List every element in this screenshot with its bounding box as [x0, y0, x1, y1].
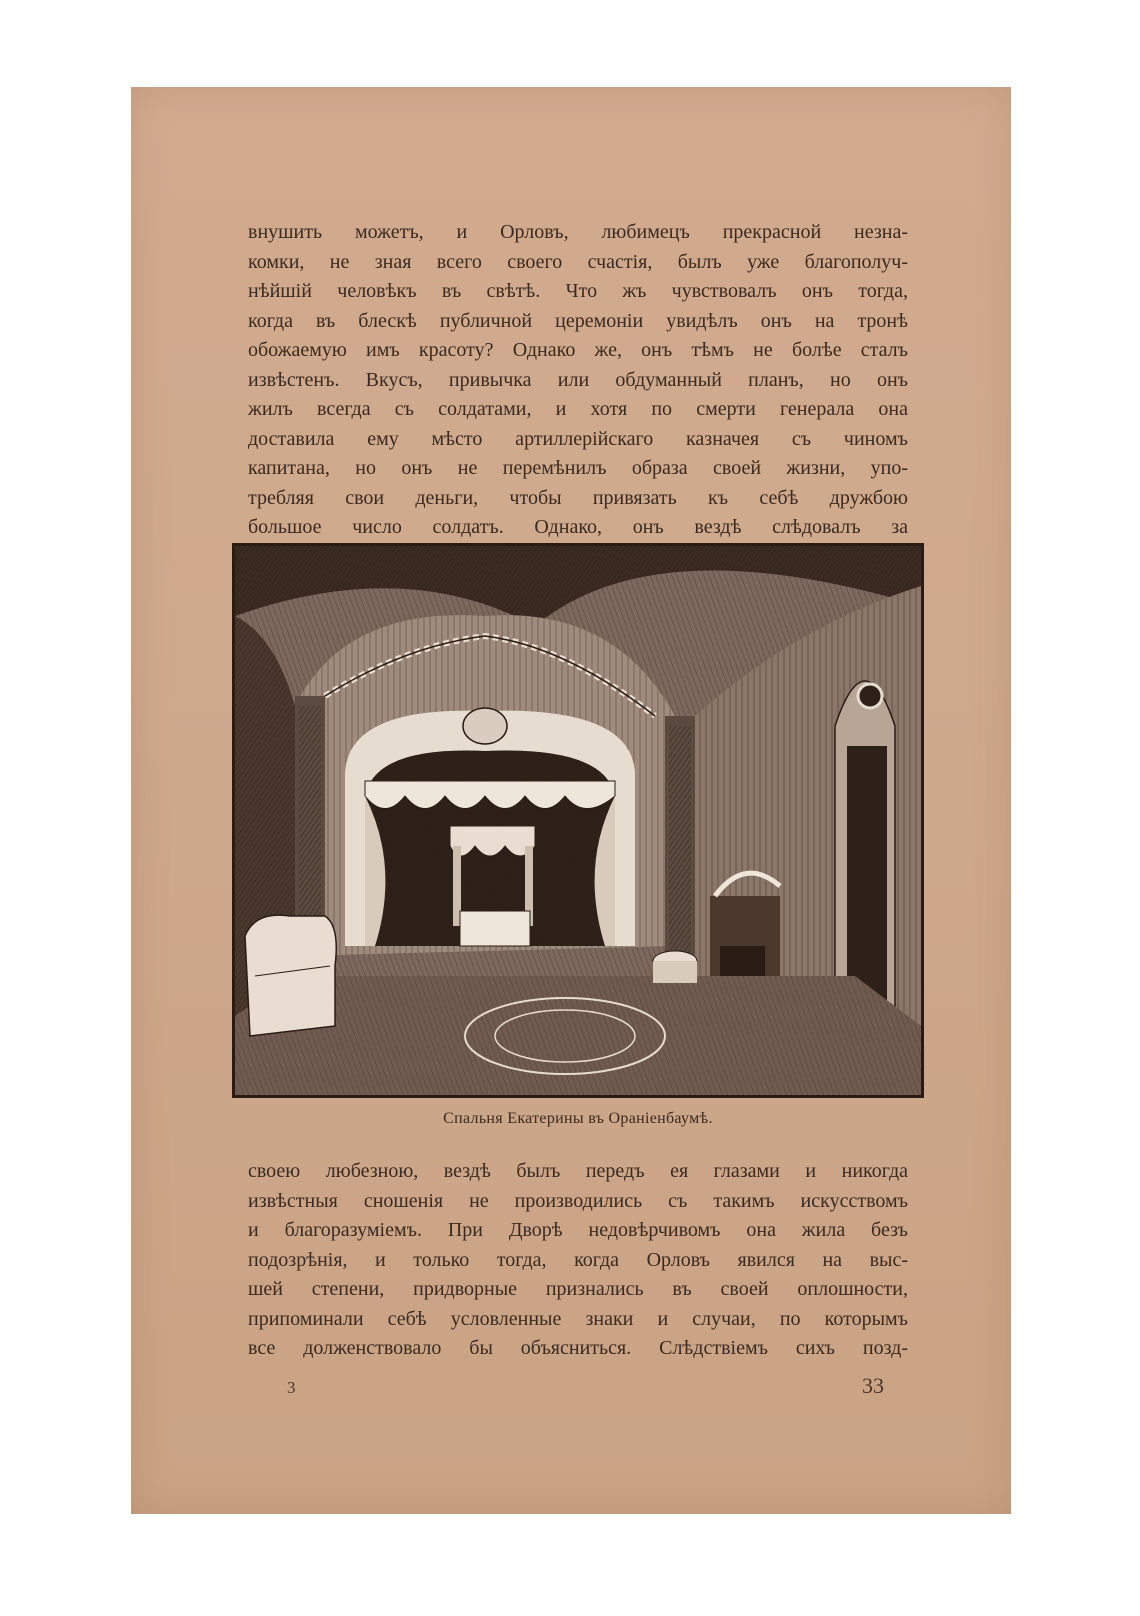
text-line: внушить можетъ, и Орловъ, любимецъ прекрасной незна- — [248, 221, 908, 243]
body-text-bottom — [248, 1157, 908, 1364]
text-line: жилъ всегда съ солдатами, и хотя по смерти генерала она — [248, 398, 908, 420]
text-line: извѣстенъ. Вкусъ, привычка или обдуманный планъ, но онъ — [248, 368, 908, 391]
figure-caption: Спальня Екатерины въ Ораніенбаумѣ. — [443, 1110, 713, 1127]
text-line: и благоразуміемъ. При Дворѣ недовѣрчивомъ она жила безъ — [248, 1219, 908, 1241]
text-line: когда въ блескѣ публичной церемоніи увидѣлъ онъ на тронѣ — [248, 309, 908, 332]
text-line: требляя свои деньги, чтобы привязать къ себѣ дружбою — [248, 486, 908, 509]
text-line: обожаемую имъ красоту? Однако же, онъ тѣмъ не болѣе сталъ — [248, 339, 908, 361]
text-line: доставила ему мѣсто артиллерійскаго казначея съ чиномъ — [248, 427, 908, 450]
text-line: извѣстныя сношенія не производились съ такимъ искусствомъ — [248, 1189, 908, 1212]
body-text-top — [248, 218, 908, 543]
text-line: подозрѣнія, и только тогда, когда Орловъ явился на выс- — [248, 1248, 908, 1271]
text-line: капитана, но онъ не перемѣнилъ образа своей жизни, упо- — [248, 457, 908, 479]
bedroom-engraving — [232, 543, 924, 1098]
text-line: большое число солдатъ. Однако, онъ вездѣ слѣдовалъ за — [248, 516, 908, 538]
text-line: все долженствовало бы объясниться. Слѣдствіемъ сихъ позд- — [248, 1337, 908, 1359]
signature-mark: 3 — [287, 1378, 296, 1397]
text-line: нѣйшій человѣкъ въ свѣтѣ. Что жъ чувствовалъ онъ тогда, — [248, 280, 908, 302]
text-line: шей степени, придворные признались въ своей оплошности, — [248, 1278, 908, 1300]
page-number: 33 — [862, 1373, 884, 1398]
text-line: припоминали себѣ условленные знаки и случаи, по которымъ — [248, 1307, 908, 1330]
text-line: своею любезною, вездѣ былъ передъ ея глазами и никогда — [248, 1160, 908, 1182]
text-line: комки, не зная всего своего счастія, былъ уже благополуч- — [248, 250, 908, 273]
